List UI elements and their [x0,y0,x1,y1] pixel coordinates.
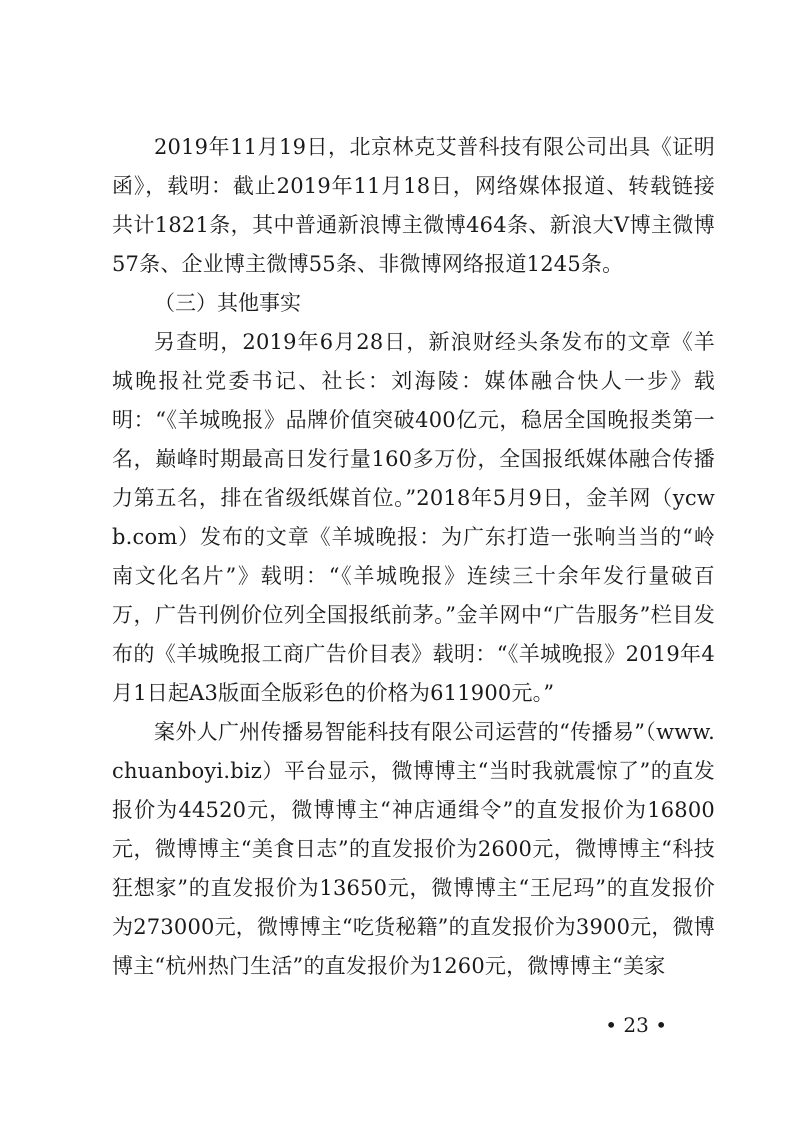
page-number: • 23 • [605,1013,667,1037]
section-heading-other-facts: （三）其他事实 [154,291,301,315]
paragraph-further-findings: 另查明，2019年6月28日，新浪财经头条发布的文章《羊城晚报社党委书记、社长：刘海陵：媒体融合快人一步》载明：“《羊城晚报》品牌价值突破400亿元，稳居全国晚报类第一名，巅峰时期最高日发行量160多万份，全国报纸媒体融合传播力第五名，排在省级纸媒首位。”2018年5月9日，金羊网（ycwb.com）发布的文章《羊城晚报：为广东打造一张响当当的“岭南文化名片”》载明：“《羊城晚报》连续三十余年发行量破百万，广告刊例价位列全国报纸前茅。”金羊网中“广告服务”栏目发布的《羊城晚报工商广告价目表》载明：“《羊城晚报》2019年4月1日起A3版面全版彩色的价格为611900元。” [112,330,715,705]
document-body [112,128,715,986]
paragraph-certificate: 2019年11月19日，北京林克艾普科技有限公司出具《证明函》，载明：截止2019年11月18日，网络媒体报道、转载链接共计1821条，其中普通新浪博主微博464条、新浪大V博主微博57条、企业博主微博55条、非微博网络报道1245条。 [112,135,715,276]
paragraph-platform-prices: 案外人广州传播易智能科技有限公司运营的“传播易”（www.chuanboyi.biz）平台显示，微博博主“当时我就震惊了”的直发报价为44520元，微博博主“神店通缉令”的直发报价为16800元，微博博主“美食日志”的直发报价为2600元，微博博主“科技狂想家”的直发报价为13650元，微博博主“王尼玛”的直发报价为273000元，微博博主“吃货秘籍”的直发报价为3900元，微博博主“杭州热门生活”的直发报价为1260元，微博博主“美家 [112,720,715,978]
